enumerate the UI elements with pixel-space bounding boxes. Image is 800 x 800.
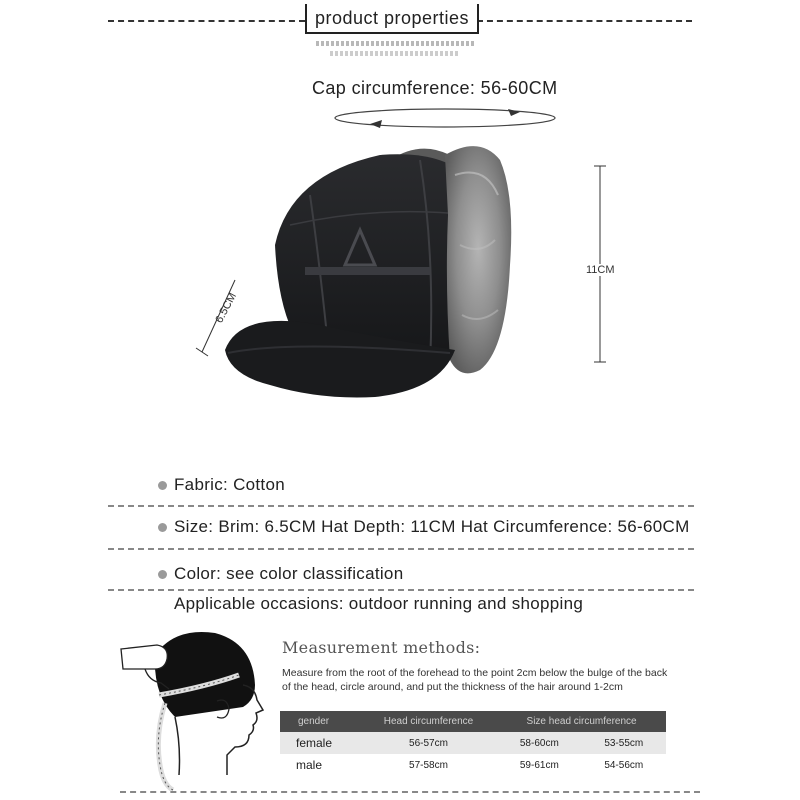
spec-size	[158, 517, 690, 537]
brim-dimension-label: 6.5CM	[213, 290, 240, 326]
spec-occasions: Applicable occasions: outdoor running and shopping	[174, 594, 584, 613]
page-title: product properties	[305, 4, 479, 34]
decorative-text-line	[316, 41, 476, 46]
table-cell: 54-56cm	[582, 754, 666, 776]
table-row	[280, 732, 666, 754]
spec-fabric-text: Fabric: Cotton	[174, 475, 285, 494]
head-measurement-image	[115, 625, 275, 793]
spec-color	[158, 564, 403, 584]
spec-size-text: Size: Brim: 6.5CM Hat Depth: 11CM Hat Circumference: 56-60CM	[174, 517, 690, 536]
bullet-icon	[158, 570, 167, 579]
decorative-text-line	[330, 51, 460, 56]
footer-divider	[120, 791, 700, 793]
table-header-cell: Size head circumference	[497, 711, 666, 732]
depth-dimension-label: 11CM	[586, 264, 615, 276]
header-divider-right	[477, 20, 692, 22]
divider	[108, 505, 694, 507]
table-header-row	[280, 711, 666, 732]
table-cell: female	[280, 732, 360, 754]
table-cell: male	[280, 754, 360, 776]
header-divider-left	[108, 20, 305, 22]
spec-color-text: Color: see color classification	[174, 564, 404, 583]
table-header-cell: Head circumference	[360, 711, 497, 732]
circumference-arrow-icon	[330, 104, 560, 134]
table-header-cell: gender	[280, 711, 360, 732]
table-cell: 58-60cm	[497, 732, 581, 754]
cap-circumference-label: Cap circumference: 56-60CM	[312, 78, 558, 98]
measurement-description: Measure from the root of the forehead to the point 2cm below the bulge of the back of the head, circle around, and put the thickness of the hair around 1-2cm	[282, 667, 668, 693]
table-cell: 59-61cm	[497, 754, 581, 776]
divider	[108, 548, 694, 550]
bullet-icon	[158, 523, 167, 532]
size-table	[280, 711, 666, 776]
spec-fabric	[158, 475, 285, 495]
bullet-icon	[158, 481, 167, 490]
table-cell: 57-58cm	[360, 754, 497, 776]
divider	[108, 589, 694, 591]
measurement-title: Measurement methods:	[282, 638, 481, 657]
table-cell: 56-57cm	[360, 732, 497, 754]
table-row	[280, 754, 666, 776]
table-cell: 53-55cm	[582, 732, 666, 754]
